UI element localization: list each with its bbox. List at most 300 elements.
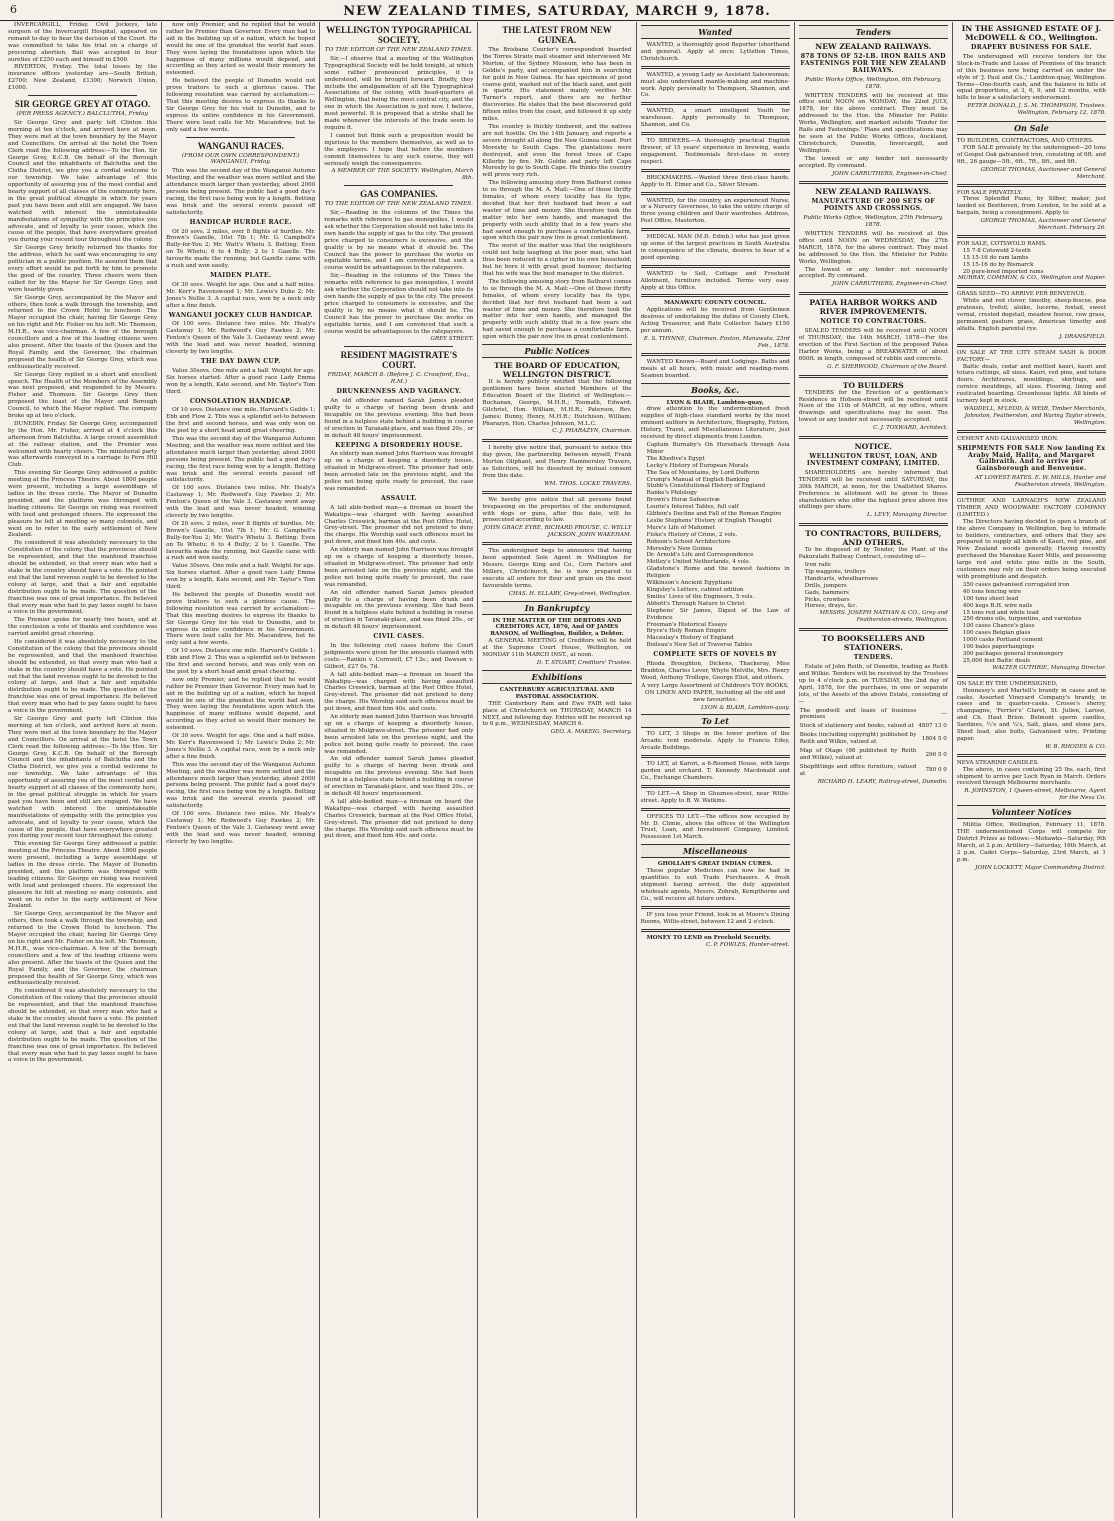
list-item: Smiles' Lives of the Engineers, 5 vols. bbox=[646, 593, 755, 600]
divider bbox=[482, 439, 631, 442]
divider bbox=[641, 132, 790, 135]
article-paragraph: This evening Sir George Grey addressed a public meeting at the Princess Theatre. About 1800 people were present, including a large assemblage of ladies in the dress circle. The Mayor of Dunedin presided, and the platform was thronged with leading citizens. Sir George on rising was received with loud and prolonged cheers. He expressed the pleasure he felt at meeting so many colonists, and went on to refer to the early settlement of New Zealand. bbox=[8, 470, 158, 539]
ad-title: FOR SALE, COTSWOLD RAMS. bbox=[956, 240, 1047, 247]
column-5 bbox=[636, 22, 794, 1518]
race-result: Of 10 sovs. Distance one mile. Harvard's Guilds 1; Ebb and Flow 2. This was a splendid set-to between the first and second horses, and was only won on the post by a short head amid great cheering. bbox=[166, 648, 316, 675]
race-result: Of 30 sovs. Weight for age. One and a half miles. Mr. Kerr's Ravenswood 1; Mr. Lewis's Duke 2; Mr. Jones's Nellie 3. A capital race, won by a neck only after a fine finish. bbox=[166, 733, 316, 760]
section-header-on-sale: On Sale bbox=[957, 121, 1106, 135]
tender-body: WRITTEN TENDERS will be received at this office until NOON on WEDNESDAY, the 27th MARCH, 1878, for the above contract. They must be addressed to the Hon. the Minister for Public Works, Wellington. bbox=[798, 231, 948, 265]
list-item: 15 7-8 Cotswold 2-teeth bbox=[962, 247, 1031, 254]
article-paragraph: Sir George Grey and party left Clinton this morning at ten o'clock, and arrived here at noon. They were met at the town boundary by the Mayor and Councillors. On arrival at the hotel the Town Clerk read the following address:—To the Hon. Sir George Grey, K.C.B. On behalf of the Borough Council and the inhabitants of Balclutha and the Clutha District, we give you a cordial welcome to our township. We take advantage of this opportunity of assuring you of the most cordial and hearty support of all classes of the community here, in the great political struggle in which for years past you have been and still are engaged. We have watched with interest the unmistakeable manifestations of sympathy with the principles you advocate, and of loyalty to your cause, which the cause of the people, that have everywhere greeted you during your recent tour throughout the colony. bbox=[8, 716, 158, 840]
tender-signature: L. LEVY, Managing Director. bbox=[867, 512, 948, 519]
book-ad-body: A very Large Assortment of Children's TOY BOOKS, ON LINEN AND PAPER, Including all the old and new favourites. bbox=[641, 682, 789, 703]
list-item: 20 pure-bred imported rams bbox=[962, 268, 1044, 275]
notice-body: I hereby give notice that, pursuant to notice this day given, the partnership between myself, Frank Morton Oliphant, and Henry Hammersley Travers, as Solicitors, will be dissolved by mutual consent from this date. bbox=[482, 445, 632, 479]
misc-ad: IF you lose your Friend, look in at Moore's Dining Rooms, Willis-street, between 12 and 2 o'clock. bbox=[640, 911, 790, 925]
list-item: Lecky's History of European Morals bbox=[646, 462, 749, 469]
list-item: Gibbon's Decline and Fall of the Roman Empire bbox=[646, 511, 782, 518]
section-header-wanted: Wanted bbox=[641, 25, 790, 39]
ad-title: ON SALE AT THE CITY STEAM SASH & DOOR FACTORY— bbox=[956, 349, 1106, 363]
article-paragraph: Sir George Grey, accompanied by the Mayor and others, then took a walk through the township, and returned to the Crown Hotel to luncheon. The Mayor occupied the chair, having Sir George Grey on his right and Mr. Fisher on his left. Mr. Thomson, M.H.R., was vice-chairman. A few of the borough councillors and a few of the leading citizens were also present. After the toasts of the Queen and the Royal Family, and the Governor, the chairman proposed the health of Sir George Grey, which was enthusiastically received. bbox=[8, 294, 158, 370]
tender-signature: JOHN CARRUTHERS, Engineer-in-Chief. bbox=[832, 170, 948, 177]
to-let-ad: TO LET.—A Shop in Ghuznee-street, near Willis-street. Apply to B. W. Watkins. bbox=[640, 790, 790, 804]
council-title: MANAWATU COUNTY COUNCIL. bbox=[663, 300, 767, 307]
bookseller-name: LYON & BLAIR, Lambton-quay, bbox=[666, 399, 764, 406]
list-item: Dr. Arnold's Life and Correspondence bbox=[646, 552, 754, 559]
tender-body: The lowest or any tender not necessarily accepted. By command. bbox=[798, 266, 948, 280]
divider bbox=[957, 754, 1106, 757]
case-report: An elderly man named John Harrison was brought up on a charge of keeping a disorderly house, situated in Mulgrave-street. The prisoner had only been arrested late on the previous night, and the police not being quite ready to proceed, the case was remanded. bbox=[324, 714, 474, 755]
tender-body: The lowest or any tender not necessarily accepted. By command. bbox=[798, 155, 948, 169]
ad-signature: AT LOWEST RATES. E. W. MILLS, Hunter and Featherston streets, Wellington. bbox=[975, 475, 1106, 489]
tender-body: TENDERS for the Erection of a gentleman's Residence in Hobson-street will be received until Noon of the 11th of MARCH, at my office, where drawings and specifications may be seen. The lowest or any tender not necessarily accepted. bbox=[798, 389, 948, 424]
ad-title: GRASS SEED—TO ARRIVE PER BENVENUE. bbox=[956, 291, 1087, 298]
article-paragraph: now only Premier, and he replied that he would rather be Premier than Governor. Every man had to aid in the building up of a nation, which he hoped would be one of the grandest the world had seen. They were laying the foundations upon which the happiness of many millions would depend, and according as they acted so would their memory be esteemed. bbox=[166, 676, 316, 732]
ad-title: ON SALE BY THE UNDERSIGNED, bbox=[956, 680, 1058, 687]
ad-title: GHOLLAH'S GREAT INDIAN CURES. bbox=[657, 861, 773, 868]
news-invercargill: INVERCARGILL, Friday. Civil Jockeys, late surgeon of the Invercargill Hospital, appeared on remand to-day to hear the decision of the Court. He was committed to take his trial on a charge of procuring abortion. Bail was accepted in four sureties of £250 each and himself in £500. bbox=[8, 22, 158, 63]
list-item: 15 15-16 do by Bismarck bbox=[962, 261, 1034, 268]
divider bbox=[957, 184, 1106, 187]
divider bbox=[957, 675, 1106, 678]
article-paragraph: The worst of the matter was that the neighbours could not help laughing at the poor man, who had thus been reduced to a cipher in his own household; but he bore it with great good humour, declaring that his wife was the best manager in the district. bbox=[482, 243, 632, 277]
stock-value: 780 0 0 bbox=[925, 767, 947, 774]
list-item: Gads, hammers bbox=[804, 589, 849, 596]
ad-body: Militia Office, Wellington, February 11, 1878. THE undermentioned Corps will compete for District Prizes as follows:—Mohawks—Saturday, 9th March, at 2 p.m. Artillery—Saturday, 16th March, at 2 p.m. Cadet Corps—Saturday, 23rd March, at 1 p.m. bbox=[956, 822, 1106, 863]
ad-signature: JOHN LOCKETT, Major Commanding District. bbox=[975, 864, 1106, 871]
ad-signature: GEORGE THOMAS, Auctioneer and General Merchant. February 26. bbox=[980, 218, 1106, 232]
article-paragraph: Sir George Grey briefly returned his thanks for the address, which he said was encouraging to any politician in a public position. He assured them that every effort would be put forth by him to promote the good of the country. Three cheers were then called for by the Mayor for Sir George Grey, and were heartily given. bbox=[8, 245, 158, 293]
masthead bbox=[0, 0, 1114, 21]
ad-body: The above, in cases containing 25 lbs. each, first shipment to arrive per Loch Ryan in March. Orders received through Melbourne merchants. bbox=[956, 766, 1106, 787]
section-header-to-let: To Let bbox=[641, 714, 790, 728]
notice-signature: WM. THOS. LOCKE TRAVERS. bbox=[544, 480, 632, 487]
tender-signature: C. J. TOXWARD, Architect. bbox=[873, 425, 948, 432]
letter-signature: A MEMBER OF THE SOCIETY. Wellington, March 8th. bbox=[331, 168, 474, 182]
notice-signature: E. S. THYNNE, Chairman. Foxton, Manawatu, 23rd Feb., 1878. bbox=[643, 336, 790, 349]
section-header-public-notices: Public Notices bbox=[482, 344, 631, 358]
list-item: Picks, crowbars bbox=[804, 596, 850, 603]
stock-item: Map of Otago (98 published by Reith and Wilkie), valued at bbox=[799, 748, 917, 761]
list-item: Kingsley's Letters, cabinet edition bbox=[646, 587, 744, 593]
divider bbox=[641, 294, 790, 297]
to-let-ad: TO LET, at Karori, a 6-Roomed House, with large garden and orchard. T. Kennedy Macdonald and Co., Exchange Chambers. bbox=[640, 761, 790, 781]
tender-subtitle: 878 TONS OF 52-LB. IRON RAILS AND FASTENINGS FOR THE NEW ZEALAND RAILWAYS. bbox=[800, 53, 947, 74]
list-item: The Sea of Mountains, by Lord Dufferin bbox=[646, 469, 760, 476]
column-4 bbox=[477, 22, 635, 1518]
stock-item: Books (including copyright) published by Reith and Wilkie, valued at bbox=[799, 732, 917, 746]
newspaper-title: NEW ZEALAND TIMES, SATURDAY, MARCH 9, 1878. bbox=[343, 4, 771, 19]
wanted-ad: WANTED to Sell, Cottage and Freehold Allotment, furniture included. Terms very easy. Apply at this Office. bbox=[640, 270, 790, 291]
case-report: A tall able-bodied man—a fireman on board the Wakatipu—was charged with having assaulted Charles Creswick, barman at the Post Office Hotel, Grey-street. The prisoner did not pretend to deny the charge. His Worship said such offences must be put down, and fined him 40s. and costs. bbox=[324, 798, 474, 840]
stock-value: 1804 5 0 bbox=[921, 735, 947, 742]
race-heading: THE DAY DAWN CUP. bbox=[200, 357, 281, 365]
section-header-bankruptcy: In Bankruptcy bbox=[482, 601, 631, 615]
tender-signature: MESSRS. JOSEPH NATHAN & CO., Grey and Featherston-streets, Wellington. bbox=[819, 610, 948, 624]
tender-body: SEALED TENDERS will be received until NOON of THURSDAY, the 14th MARCH, 1878—For the erection of the First Section of the proposed Patea Harbor Works, being a BREAKWATER of about 600ft. in length, composed of rubble and concrete. bbox=[798, 328, 948, 362]
list-item: Boileau's New Set of Traverse Tables bbox=[646, 642, 753, 649]
tender-rails bbox=[799, 42, 948, 177]
book-ad-body: Rhoda Broughton, Dickens, Thackeray, Miss Braddon, Charles Lever, Whyte Melville, Mrs. Henry Wood, Anthony Trollope, George Eliot, and others. bbox=[640, 661, 790, 681]
case-heading: ASSAULT. bbox=[380, 494, 417, 502]
list-item: 100 cases Chance's glass bbox=[962, 623, 1035, 630]
list-item: Robson's School Architecture bbox=[646, 538, 731, 545]
tender-signature: JOHN CARRUTHERS, Engineer-in-Chief. bbox=[832, 281, 948, 288]
article-paragraph: Sir George Grey replied in a short and excellent speech. The Health of the Members of the Assembly was next proposed, and responded to by Messrs. Fisher and Thomson. Sir George Grey then proposed the toast of the Mayor and Borough Council, to which the Mayor replied. The company broke up at two o'clock. bbox=[8, 371, 158, 420]
letter-signature: GREY STREET. bbox=[430, 336, 474, 343]
divider bbox=[641, 66, 790, 69]
stock-table bbox=[799, 707, 948, 779]
notice-signature: CHAS. H. ELLABY, Grey-street, Wellington. bbox=[508, 590, 632, 597]
stock-value: 4807 13 0 bbox=[918, 723, 947, 730]
wanted-ad: Applications will be received from Gentlemen desirous of undertaking the duties of County Clerk, Acting Treasurer, and Rate Collector. Salary £150 per annum. bbox=[640, 307, 790, 335]
race-result: Value 30sovs. One mile and a half. Weight for age. Six horses started. After a good race Lady Emma won by a length, Kate second, and Mr. Taylor's Tom third. bbox=[166, 367, 316, 395]
divider bbox=[799, 292, 948, 295]
exhibition-title: CANTERBURY AGRICULTURAL AND PASTORAL ASSOCIATION. bbox=[499, 686, 615, 700]
stock-item: The goodwill and lease of business premises bbox=[799, 707, 917, 721]
divider bbox=[957, 235, 1106, 238]
list-item: Ranke's Philology bbox=[646, 490, 697, 497]
tender-title: TO CONTRACTORS, BUILDERS, AND OTHERS. bbox=[805, 529, 942, 548]
headline-wanganui-races: WANGANUI RACES. bbox=[197, 140, 284, 151]
notice-body: We hereby give notice that all persons found trespassing on the properties of the undersigned, with dogs or guns, after this date, will be prosecuted according to law. bbox=[482, 496, 632, 524]
divider bbox=[957, 430, 1106, 433]
ad-body: Baltic deals, cedar and mottled kauri, kauri and totara cuttings, all sizes. Kauri, red pine, and totara doors. Architraves, mouldings, skirtings, and cornice mouldings, all sizes. Flooring, lining and rusticated boarding. Greenhouse lights. All kinds of turnery kept in stock. bbox=[956, 363, 1106, 405]
notice-title: THE BOARD OF EDUCATION, WELLINGTON DISTRICT. bbox=[494, 361, 620, 380]
notice-trust-loan bbox=[799, 442, 948, 519]
list-item: Stubb's Constitutional History of England bbox=[646, 483, 766, 490]
headline-magistrates-court: RESIDENT MAGISTRATE'S COURT. bbox=[340, 350, 458, 371]
article-paragraph: He considered it was absolutely necessary to the Constitution of the colony that the provinces should be represented, and that the manhood franchise should be extended, so that every man who had a stake in the country should have a vote. He pointed out that the land revenue ought to be devoted to the colony at large, and that a fair and equitable distribution ought to be made. The question of the franchise was one of great importance. He believed that every man who had to pay taxes ought to have a voice in the government. bbox=[8, 540, 158, 616]
divider bbox=[641, 906, 790, 909]
page-number: 6 bbox=[10, 3, 17, 16]
letter-address: TO THE EDITOR OF THE NEW ZEALAND TIMES. bbox=[324, 201, 473, 208]
divider bbox=[641, 353, 790, 356]
stock-value: 296 5 0 bbox=[925, 751, 947, 758]
case-report: An old offender named Sarah James pleaded guilty to a charge of having been drunk and incapable on the previous evening. She had been found in a helpless state behind a building in course of erection in Taranaki-place, and was fined 20s., or in default 48 hours' imprisonment. bbox=[324, 398, 474, 439]
race-heading: CONSOLATION HANDICAP. bbox=[189, 397, 292, 405]
article-paragraph: This was the second day of the Wanganui Autumn Meeting, and the weather was more settled and the attendance much larger than yesterday, about 2000 persons being present. The public had a good day's racing, the first race being won by a length. Betting was brisk and the several events passed off satisfactorily. bbox=[166, 761, 316, 810]
rams-list bbox=[957, 248, 1106, 276]
article-paragraph: DUNEDIN, Friday. Sir George Grey, accompanied by the Hon. Mr. Fisher, arrived at 4 o'clock this afternoon from Balclutha. A large crowd assembled at the railway station, and the Premier was welcomed with hearty cheers. The ministerial party was afterwards conveyed in a carriage to Fern Hill Club. bbox=[8, 420, 158, 469]
divider bbox=[344, 185, 453, 186]
race-result: Of 20 sovs. 2 miles, over 8 flights of hurdles. Mr. Brown's Gazelle, 10st 7lb 1; Mr. G. Campbell's Bully-for-You 2; Mr. Watt's Whetu 3. Betting: Even on Te Whetu; 6 to 4 Bully; 2 to 1 Gazelle. The favourite made the running, but Gazelle came with a rush and won easily. bbox=[166, 520, 316, 562]
race-heading: MAIDEN PLATE. bbox=[210, 272, 272, 279]
case-report: An elderly man named John Harrison was brought up on a charge of keeping a disorderly house, situated in Mulgrave-street. The prisoner had only been arrested late on the previous night, and the police not being quite ready to proceed, the case was remanded. bbox=[324, 451, 474, 492]
headline-grey-otago: SIR GEORGE GREY AT OTAGO. bbox=[14, 99, 151, 110]
race-result: Of 100 sovs. Distance two miles. Mr. Healy's Castaway 1; Mr. Redwood's Guy Fawkes 2; Mr. Fenton's Queen of the Vale 3. Castaway went away with the lead and was never headed, winning cleverly by two lengths. bbox=[166, 811, 316, 845]
ad-signature: W. B. RHODES & CO. bbox=[1045, 743, 1106, 750]
court-dateline: FRIDAY, MARCH 8. (Before J. C. Crawford, Esq., R.M.) bbox=[327, 372, 471, 386]
wanted-ad: WANTED, for the country, an experienced Nurse, or a Nursery Governess, to take the entire charge of three young children and their wardrobes. Address, Post Office, Masterton. bbox=[640, 197, 790, 225]
wanted-ad: MEDICAL MAN (M.D. Edinb.) who has just given up some of the largest practices in South Australia in consequence of the climate, desires to hear of a good opening. bbox=[640, 234, 790, 261]
list-item: Iron rails bbox=[804, 562, 831, 569]
column-2 bbox=[161, 22, 319, 1518]
letter-address: TO THE EDITOR OF THE NEW ZEALAND TIMES. bbox=[324, 47, 473, 53]
column-1 bbox=[4, 22, 161, 1518]
divider bbox=[799, 181, 948, 184]
divider bbox=[957, 492, 1106, 495]
divider bbox=[957, 285, 1106, 288]
divider bbox=[641, 192, 790, 195]
tender-title: NEW ZEALAND RAILWAYS. bbox=[815, 187, 932, 197]
divider bbox=[641, 102, 790, 105]
ad-signature: C. P. FOWLES, Hunter-street. bbox=[706, 942, 790, 949]
ad-title: NEVA STEARINE CANDLES. bbox=[956, 759, 1040, 766]
case-report: A tall able-bodied man—a fireman on board the Wakatipu—was charged with having assaulted Charles Creswick, barman at the Post Office Hotel, Grey-street. The prisoner did not pretend to deny the charge. His Worship said such offences must be put down, and fined him 40s. and costs. bbox=[324, 671, 474, 713]
article-paragraph: The following amusing story from Bathurst comes to us through the M. A. Mail:—One of those thrifty females, of whom every locality has its type, decided that her first husband had been a sad waster of time and money. She therefore took the matter into her own hands, and managed the property with such ability that in a few years she had saved enough to purchase a comfortable farm, upon which the pair now live in great contentment. bbox=[482, 278, 632, 341]
race-result: Value 30sovs. One mile and a half. Weight for age. Six horses started. After a good race Lady Emma won by a length, Kate second, and Mr. Taylor's Tom third. bbox=[166, 563, 316, 591]
divider bbox=[641, 265, 790, 268]
table-row bbox=[799, 722, 948, 731]
list-item: 40 tons fencing wire bbox=[962, 588, 1022, 595]
list-item: Wilkinson's Ancient Egyptians bbox=[646, 580, 733, 587]
article-paragraph: The following amusing story from Bathurst comes to us through the M. A. Mail:—One of those thrifty females, of whom every locality has its type, decided that her first husband had been a sad waster of time and money. She therefore took the matter into her own hands, and managed the property with such ability that in a few years she had saved enough to purchase a comfortable farm, upon which the pair now live in great contentment. bbox=[482, 180, 632, 242]
list-item: 15 tons red and white lead bbox=[962, 609, 1039, 616]
tender-points bbox=[799, 187, 948, 288]
notice-board-of-education bbox=[482, 361, 631, 435]
list-item: Leslie Stephens' History of English Thought bbox=[646, 517, 772, 524]
letter-paragraph: Sir,—I observe that a meeting of the Wellington Typographical Society will be held tonight, at which some rather pronounced principles, it is understood, will be brought forward. Briefly, they include the amalgamation of all the Typographical Associations of the colony, with head-quarters at Wellington, that being the most central city, and the one in which the Association is just now, I believe, most powerful. It is proposed that a strike shall be made whenever the interests of the trade seem to require it. bbox=[324, 55, 474, 131]
letter-paragraph: Sir,—Reading in the columns of the Times the remarks with reference to gas monopolies, I would ask whether the Corporation should not take into its own hands the supply of gas to the city. The present price charged to consumers is excessive, and the quality is by no means what it should be. The Council has the power to purchase the works on equitable terms, and I am convinced that such a course would be advantageous to the ratepayers. bbox=[324, 273, 474, 335]
ad-body: The Directors having decided to open a branch of the above Company in Wellington, beg to intimate to builders, contractors, and others that they are prepared to supply all kinds of Kauri, red pine, and New Zealand woods generally. Having recently purchased the Manukau Kauri Mills, and possessing large red and white pine mills in the South, customers may rely on their orders being executed with promptitude and despatch. bbox=[956, 518, 1106, 580]
plant-list bbox=[799, 562, 948, 610]
list-item: Lourie's Interest Tables, full calf bbox=[646, 504, 739, 511]
list-item: Drills, jumpers bbox=[804, 582, 847, 589]
list-item: 400 kegs B.H. wire nails bbox=[962, 602, 1033, 609]
table-row bbox=[799, 763, 948, 779]
race-result: Of 10 sovs. Distance one mile. Harvard's Guilds 1; Ebb and Flow 2. This was a splendid set-to between the first and second horses, and was only won on the post by a short head amid great cheering. bbox=[166, 407, 316, 435]
stock-item: Stock of stationery and books, valued at bbox=[799, 723, 914, 730]
novels-heading: COMPLETE SETS OF NOVELS BY bbox=[653, 651, 777, 659]
section-header-exhibitions: Exhibitions bbox=[482, 670, 631, 684]
bookseller-signature: LYON & BLAIR, Lambton-quay. bbox=[701, 704, 790, 711]
list-item: 350 cases galvanised corrugated iron bbox=[962, 581, 1070, 588]
notice-signature: JOHN GRACE EYRE, RICHARD PROUSE, C. WELLY JACKSON, JOHN WAKEHAM. bbox=[483, 525, 632, 539]
news-riverton: RIVERTON, Friday. The total losses by the insurance offices yesterday are—South British, £2700; New Zealand, £1300; Norwich Union, £1000. bbox=[8, 64, 158, 92]
article-paragraph: The country is thickly timbered, and the natives are not hostile. On the 14th January, and reports a severe drought all along the New Guinea coast. Port Moresby to South Cape. The plantations were destroyed, and even the forest trees of Cape Killerby by fire. Mr. Goldie and party left Cape Moresby to go to South Cape. He thinks the country will prove very rich. bbox=[482, 123, 632, 179]
race-heading: HANDICAP HURDLE RACE. bbox=[189, 218, 292, 226]
race-result: Of 100 sovs. Distance two miles. Mr. Healy's Castaway 1; Mr. Redwood's Guy Fawkes 2; Mr. Fenton's Queen of the Vale 3. Castaway went away with the lead and was never headed, winning cleverly by two lengths. bbox=[166, 485, 316, 519]
article-paragraph: He considered it was absolutely necessary to the Constitution of the colony that the provinces should be represented, and that the manhood franchise should be extended, so that every man who had a stake in the country should have a vote. He pointed out that the land revenue ought to be devoted to the colony at large, and that a fair and equitable distribution ought to be made. The question of the franchise was one of great importance. He believed that every man who had to pay taxes ought to have a voice in the government. bbox=[8, 639, 158, 715]
race-result: Of 30 sovs. Weight for age. One and a half miles. Mr. Kerr's Ravenswood 1; Mr. Lewis's Duke 2; Mr. Jones's Nellie 3. A capital race, won by a neck only after a fine finish. bbox=[166, 281, 316, 309]
article-paragraph: He believed the people of Dunedin would not prove traitors to such a glorious cause. The following resolution was carried by acclamation:—That this meeting desires to express its thanks to Sir George Grey for his visit to Dunedin, and to express its entire confidence in his Government. There were loud calls for Mr. Macandrew, but he only said a few words. bbox=[166, 78, 316, 133]
list-item: Abbott's Through Nature to Christ bbox=[646, 600, 745, 607]
wanted-ad: WANTED Known—Board and Lodgings. Baths and meals at all hours, with music and reading-room. Seamen boarded. bbox=[640, 358, 790, 379]
ad-signature: MURRAY, COMMON, & CO., Wellington and Napier. bbox=[957, 275, 1106, 282]
divider bbox=[641, 755, 790, 758]
ad-signature: R. JOHNSTON, 1 Queen-street, Melbourne, Agent for the Neva Co. bbox=[964, 788, 1106, 802]
tender-body: WRITTEN TENDERS will be received at this office until NOON on MONDAY, the 22nd JULY, 1878, for the above contract. They must be addressed to the Hon. the Minister for Public Works, Wellington, and marked outside 'Tender for Rails and Fastenings.' Plans and specifications may be seen at the Public Works Offices, Auckland, Christchurch, Dunedin, Invercargill, and Wellington. bbox=[798, 92, 948, 154]
tender-body: SHAREHOLDERS are hereby informed that TENDERS will be received until SATURDAY, the 30th MARCH, at noon, for the Unallotted Shares. Preference in allotment will be given to those shareholders who offer the highest price above five shillings per share. bbox=[798, 469, 948, 511]
list-item: 100 cases Belgian glass bbox=[962, 630, 1031, 637]
divider bbox=[641, 929, 790, 932]
dateline: (FROM OUR OWN CORRESPONDENT.) WANGANUI, Friday. bbox=[181, 152, 300, 166]
article-paragraph: Sir George Grey and party left Clinton this morning at ten o'clock, and arrived here at noon. They were met at the town boundary by the Mayor and Councillors. On arrival at the hotel the Town Clerk read the following address:—To the Hon. Sir George Grey, K.C.B. On behalf of the Borough Council and the inhabitants of Balclutha and the Clutha District, we give you a cordial welcome to our township. We take advantage of this opportunity of assuring you of the most cordial and hearty support of all classes of the community here, in the great political struggle in which for years past you have been and still are engaged. We have watched with interest the unmistakeable manifestations of sympathy with the principles you advocate, and of loyalty to your cause, which the cause of the people, that have everywhere greeted you during your recent tour throughout the colony. bbox=[8, 119, 158, 244]
list-item: Brown's Horæ Subsecivæ bbox=[646, 497, 720, 504]
divider bbox=[482, 542, 631, 545]
tender-dateline: Public Works Office, Wellington, 6th February, 1878. bbox=[805, 76, 942, 90]
notice-signature: GEO. A. MAKEIG, Secretary. bbox=[550, 729, 632, 736]
case-heading: CIVIL CASES. bbox=[373, 633, 425, 641]
goods-list bbox=[957, 582, 1106, 665]
letter-paragraph: Sir,—Reading in the columns of the Times the remarks with reference to gas monopolies, I would ask whether the Corporation should not take into its own hands the supply of gas to the city. The present price charged to consumers is excessive, and the quality is by no means what it should be. The Council has the power to purchase the works on equitable terms, and I am convinced that such a course would be advantageous to the ratepayers. bbox=[324, 210, 474, 272]
ad-signature: WALTER GUTHRIE, Managing Director. bbox=[992, 664, 1106, 671]
assigned-estate-ad bbox=[957, 24, 1106, 117]
misc-ad: These popular Medicines can now be had in quantities to suit Trade Purchasers. A fresh shipment having arrived, the duly appointed wholesale agents, Messrs. Zohrab, Kempthorne and Co., will receive all future orders. bbox=[640, 868, 790, 902]
misc-ad: MONEY TO LEND on Freehold Security. bbox=[646, 934, 771, 941]
tender-title: PATEA HARBOR WORKS AND RIVER IMPROVEMENTS. bbox=[809, 298, 938, 317]
stock-value: — bbox=[941, 710, 947, 717]
notice-body: A GENERAL MEETING of Creditors will be held at the Supreme Court House, Wellington, on MONDAY 11th MARCH INST., at noon. bbox=[482, 638, 632, 659]
divider bbox=[641, 808, 790, 811]
ad-title: IN THE ASSIGNED ESTATE OF J. McDOWELL & CO., Wellington. bbox=[961, 24, 1102, 42]
section-header-volunteer-notices: Volunteer Notices bbox=[957, 805, 1106, 819]
list-item: 100 tons sheet lead bbox=[962, 595, 1019, 602]
tender-title: NOTICE. bbox=[854, 442, 892, 452]
list-item: 1000 casks Portland cement bbox=[962, 637, 1044, 644]
notice-signature: C. J. PHARAZYN, Chairman. bbox=[552, 428, 632, 435]
table-row bbox=[799, 707, 948, 723]
divider bbox=[344, 346, 453, 347]
article-paragraph: This was the second day of the Wanganui Autumn Meeting, and the weather was more settled and the attendance much larger than yesterday, about 2000 persons being present. The public had a good day's racing, the first race being won by a length. Betting was brisk and the several events passed off satisfactorily. bbox=[166, 168, 316, 216]
ad-title: FOR SALE PRIVATELY. bbox=[956, 189, 1023, 196]
notice-body: THE Canterbury Ram and Ewe FAIR will take place at Christchurch on THURSDAY, MARCH 14 NEXT, and following day. Entries will be received up to 6 p.m., WEDNESDAY, MARCH 6. bbox=[482, 700, 632, 728]
list-item: The Khedive's Egypt bbox=[646, 455, 705, 462]
ad-body: FOR SALE privately by the undersigned—20 tons of Gospel Oak galvanised iron, consisting of 6ft. and 9ft., 26 gauge—5ft., 6ft., 7ft., 8ft., and 9ft. bbox=[956, 144, 1106, 165]
article-paragraph: The Brisbane Courier's correspondent boarded the Torres Straits mail steamer and interviewed Mr. Morton, of the Sydney Museum, who has been in Goldie's party, and accompanied him in searching for gold in New Guinea. He has specimens of good coarse gold, washed out of the black sand, and gold in quartz. His statement mainly verifies Mr. Turner's report, and there are no further discoveries. He states that the best discovered gold fifteen miles from the coast, and followed it up sixty miles. bbox=[482, 47, 632, 123]
list-item: Fiske's History of Crime, 2 vols. bbox=[646, 531, 738, 538]
ad-signature: J. DRANSFIELD. bbox=[1059, 333, 1106, 340]
race-result: Of 20 sovs. 2 miles, over 8 flights of hurdles. Mr. Brown's Gazelle, 10st 7lb 1; Mr. G. Campbell's Bully-for-You 2; Mr. Watt's Whetu 3. Betting: Even on Te Whetu; 6 to 4 Bully; 2 to 1 Gazelle. The favourite made the running, but Gazelle came with a rush and won easily. bbox=[166, 228, 316, 270]
list-item: Bryce's Holy Roman Empire bbox=[646, 628, 727, 635]
article-paragraph: now only Premier, and he replied that he would rather be Premier than Governor. Every man had to aid in the building up of a nation, which he hoped would be one of the grandest the world had seen. They were laying the foundations upon which the happiness of many millions would depend, and according as they acted so would their memory be esteemed. bbox=[166, 22, 316, 77]
list-item: Stephens' Sir James, Digest of the Law of Evidence bbox=[646, 607, 790, 621]
section-header-miscellaneous: Miscellaneous bbox=[641, 844, 790, 858]
divider bbox=[186, 137, 295, 138]
divider bbox=[641, 785, 790, 788]
divider bbox=[482, 491, 631, 494]
dateline: (PER PRESS AGENCY.) BALCLUTHA, Friday. bbox=[16, 111, 149, 118]
tender-booksellers bbox=[799, 634, 948, 785]
ad-body: Hennessy's and Martell's brandy in cases and in casks. Assorted Vineyard Company's brandy, in cases and in quarter-casks. Crosse's sherry, champagne, 'Ferrier's' Claret, St. Julien, Larose, and Ch. Haut Brion. Belmont sperm candles, Sardines, ½'s and ¼'s, Salt, glass, and stone jars, Sheet lead, also bolts, Galvanised wire, Printing paper. bbox=[956, 687, 1106, 742]
headline-typographical: WELLINGTON TYPOGRAPHICAL SOCIETY. bbox=[326, 25, 472, 45]
notice-body: The undersigned begs to announce that having been appointed Sole Agent in Wellington for Messrs. George King and Co., Corn Factors and Millers, Christchurch, he is now prepared to execute all orders for flour and grain on the most favourable terms. bbox=[482, 548, 632, 589]
case-report: An old offender named Sarah James pleaded guilty to a charge of having been drunk and incapable on the previous evening. She had been found in a helpless state behind a building in course of erection in Taranaki-place, and was fined 20s., or in default 48 hours' imprisonment. bbox=[324, 756, 474, 797]
divider bbox=[641, 169, 790, 172]
list-item: 15 15-16 do ram lambs bbox=[962, 254, 1029, 261]
ad-body: White and red clover, timothy, sheep-fescue, poa pratensis, trefoil, alsike, lucerne, foxtail, sweet vernal, crested dogstail, meadow fescue, cow grass, permanent pasture grass, American timothy and alfalfa. English parental rye. bbox=[956, 298, 1106, 332]
divider bbox=[28, 95, 137, 96]
article-paragraph: Sir George Grey, accompanied by the Mayor and others, then took a walk through the township, and returned to the Crown Hotel to luncheon. The Mayor occupied the chair, having Sir George Grey on his right and Mr. Fisher on his left. Mr. Thomson, M.H.R., was vice-chairman. A few of the borough councillors and a few of the leading citizens were also present. After the toasts of the Queen and the Royal Family, and the Governor, the chairman proposed the health of Sir George Grey, which was enthusiastically received. bbox=[8, 911, 158, 987]
list-item: Handcarts, wheelbarrows bbox=[804, 575, 879, 582]
list-item: Motley's United Netherlands, 4 vols. bbox=[646, 559, 751, 566]
ad-body: Three Splendid Piano, by Silber, maker, just landed ex Beethoven, from London, to be sold at a bargain, being a consignment. Apply to bbox=[956, 196, 1106, 217]
article-paragraph: He believed the people of Dunedin would not prove traitors to such a glorious cause. The following resolution was carried by acclamation:—That this meeting desires to express its thanks to Sir George Grey for his visit to Dunedin, and to express its entire confidence in his Government. There were loud calls for Mr. Macandrew, but he only said a few words. bbox=[166, 591, 316, 647]
headline-new-guinea: THE LATEST FROM NEW GUINEA. bbox=[502, 25, 612, 45]
tender-title: TO BOOKSELLERS AND STATIONERS. bbox=[821, 634, 925, 653]
ad-subtitle: SHIPMENTS FOR SALE Now landing Ex Araby Maid, Halita, and Margaret Galbraith. And to arrive per Gainsborough and Benvenue. bbox=[957, 444, 1106, 473]
case-heading: DRUNKENNESS AND VAGRANCY. bbox=[336, 388, 462, 396]
case-report: An old offender named Sarah James pleaded guilty to a charge of having been drunk and incapable on the previous evening. She had been found in a helpless state behind a building in course of erection in Taranaki-place, and was fined 20s., or in default 48 hours' imprisonment. bbox=[324, 589, 474, 631]
list-item: 25,000 feet Baltic deals bbox=[962, 657, 1030, 664]
article-paragraph: This evening Sir George Grey addressed a public meeting at the Princess Theatre. About 1800 people were present, including a large assemblage of ladies in the dress circle. The Mayor of Dunedin presided, and the platform was thronged with leading citizens. Sir George on rising was received with loud and prolonged cheers. He expressed the pleasure he felt at meeting so many colonists, and went on to refer to the early settlement of New Zealand. bbox=[8, 841, 158, 910]
ad-subtitle: DRAPERY BUSINESS FOR SALE. bbox=[970, 44, 1092, 51]
ad-signature: GEORGE THOMAS, Auctioneer and General Merchant. bbox=[980, 166, 1106, 180]
divider bbox=[799, 628, 948, 631]
page-columns bbox=[4, 22, 1110, 1518]
list-item: Gladstone's Rome and the newest fashions in Religion bbox=[646, 566, 790, 580]
ad-body: The undersigned will receive tenders for the Stock-in-Trade and Lease of Premises of the branch of this business now being carried on under the style of 'J. Paul and Co.,' Lambton-quay, Wellington. Terms—One-fourth cash, and the balance in bills of equal proportions, at 3, 6, 9, and 12 months, with bills to bear a satisfactory endorsement. bbox=[956, 53, 1106, 102]
divider bbox=[799, 375, 948, 378]
wanted-ad: TO BREWERS.—A thoroughly practical English Brewer, of 15 years' experience in brewing, wants engagement. Testimonials first-class in every respect. bbox=[640, 138, 790, 165]
table-row bbox=[799, 747, 948, 763]
tender-subtitle: WELLINGTON TRUST, LOAN, AND INVESTMENT COMPANY, LIMITED. bbox=[806, 453, 940, 467]
column-7 bbox=[952, 22, 1110, 1518]
list-item: 300 packages general ironmongery bbox=[962, 650, 1064, 657]
tender-dateline: Public Works Office, Wellington, 27th February, 1878. bbox=[803, 215, 944, 229]
wanted-ad: WANTED, a smart intelligent Youth for warehouse. Apply personally to Thompson, Shannon, and Co. bbox=[640, 108, 790, 129]
article-paragraph: The Premier spoke for nearly two hours, and at the conclusion a vote of thanks and confidence was carried amidst great cheering. bbox=[8, 617, 158, 638]
list-item: 100 bales paperhangings bbox=[962, 644, 1035, 651]
letter-paragraph: I cannot but think such a proposition would be injurious to the members themselves, as well as to the employers. I hope that before the members commit themselves to any such course, they will seriously weigh the consequences. bbox=[324, 132, 474, 167]
book-list bbox=[641, 442, 790, 649]
list-item: Moresby's New Guinea bbox=[646, 545, 713, 552]
divider bbox=[799, 523, 948, 526]
wanted-ad: WANTED, a thoroughly good Reporter (shorthand and general). Apply at once; Lyttelton Times, Christchurch. bbox=[640, 42, 790, 62]
list-item: Mure's Life of Mahomet bbox=[646, 524, 715, 531]
wanted-ad: BRICKMAKERS.—Wanted three first-class hands. Apply to H. Elmer and Co., Silver Stream. bbox=[640, 174, 790, 188]
column-6 bbox=[794, 22, 952, 1518]
ad-title: TO BUILDERS, CONTRACTORS, AND OTHERS. bbox=[956, 138, 1094, 145]
divider bbox=[641, 228, 790, 231]
tender-subtitle: NOTICE TO CONTRACTORS. bbox=[820, 318, 927, 326]
ad-signature: PETER DONALD, J. S. M. THOMPSON, Trustees. Wellington, February 12, 1878. bbox=[967, 103, 1106, 117]
notice-body: It is hereby publicly notified that the following gentlemen have been elected Members of the Education Board of the District of Wellington:—Buchanan, George, M.H.R.; Toomath, Edward; Gilchrist, Hon. William, M.H.R.; Paterson, Rev. James; Bunny, Henry, M.H.R.; Hutchison, William; Pharazyn, Hon. Charles Johnson, M.L.C. bbox=[482, 379, 632, 427]
tender-subtitle: MANUFACTURE OF 200 SETS OF POINTS AND CROSSINGS. bbox=[811, 198, 936, 213]
notice-signature: D. T. STUART, Creditors' Trustee. bbox=[536, 659, 632, 666]
ad-title: CEMENT AND GALVANISED IRON. bbox=[956, 435, 1059, 442]
tender-signature: G. F. SHERWOOD, Chairman of the Board. bbox=[827, 363, 948, 370]
race-heading: WANGANUI JOCKEY CLUB HANDICAP. bbox=[168, 311, 313, 319]
list-item: Freeman's Historical Essays bbox=[646, 621, 728, 628]
list-item: Crump's Manual of English Banking bbox=[646, 476, 750, 483]
headline-gas-companies: GAS COMPANIES. bbox=[360, 189, 438, 200]
stock-item: Shopfittings and office furniture, valued at bbox=[799, 763, 917, 777]
ad-title: GUTHRIE AND LARNACH'S NEW ZEALAND TIMBER AND WOODWARE FACTORY COMPANY (LIMITED.) bbox=[956, 498, 1106, 518]
wanted-ad: WANTED, a young Lady as Assistant Saleswoman; must also understand mantle-making and machine-work. Apply personally to Thompson, Shannon, and Co. bbox=[640, 71, 790, 99]
tender-builders bbox=[799, 381, 948, 432]
book-ad-intro: draw attention to the undermentioned fresh supplies of high-class standard works by the most eminent authors in Architecture, Biography, Fiction, History, Travel, and Miscellaneous Literature, just received by direct shipments from London. bbox=[640, 406, 790, 441]
list-item: Tip waggons, trolleys bbox=[804, 568, 866, 575]
tender-signature: RICHARD H. LEARY, Rattray-street, Dunedin. bbox=[817, 778, 948, 785]
race-result: Of 100 sovs. Distance two miles. Mr. Healy's Castaway 1; Mr. Redwood's Guy Fawkes 2; Mr. Fenton's Queen of the Vale 3. Castaway went away with the lead and was never headed, winning cleverly by two lengths. bbox=[166, 321, 316, 356]
case-report: In the following civil cases before the Court judgments were given for the amounts claimed with costs:—Rankin v. Cornwell, £7 13s.; and Dawson v. Gilbert, £27 0s. 7d. bbox=[324, 642, 474, 670]
to-let-ad: TO LET, 3 Shops in the lower portion of the Arcade; rent moderate. Apply to Francis Edey, Arcade Buildings. bbox=[640, 731, 790, 752]
ad-signature: WADDELL, M'LEOD, & WEIR, Timber Merchants, Johnston, Featherston, and Waring Taylor streets, Wellington. bbox=[963, 405, 1106, 426]
tender-title: NEW ZEALAND RAILWAYS. bbox=[815, 42, 932, 51]
list-item: Macaulay's History of England bbox=[646, 635, 734, 642]
list-item: Captain Burnaby's On Horseback through Asia Minor bbox=[646, 441, 790, 455]
case-report: A tall able-bodied man—a fireman on board the Wakatipu—was charged with having assaulted Charles Creswick, barman at the Post Office Hotel, Grey-street. The prisoner did not pretend to deny the charge. His Worship said such offences must be put down, and fined him 40s. and costs. bbox=[324, 504, 474, 546]
column-3 bbox=[319, 22, 477, 1518]
case-heading: KEEPING A DISORDERLY HOUSE. bbox=[335, 441, 463, 449]
bankruptcy-title: IN THE MATTER OF THE DEBTORS AND CREDITORS ACT, 1876, And OF JAMES RANSON, of Wellington, Builder, a Debtor. bbox=[490, 617, 624, 638]
tender-plant bbox=[799, 529, 948, 624]
tender-title: TO BUILDERS bbox=[842, 380, 904, 390]
divider bbox=[799, 436, 948, 439]
case-report: An elderly man named John Harrison was brought up on a charge of keeping a disorderly house, situated in Mulgrave-street. The prisoner had only been arrested late on the previous night, and the police not being quite ready to proceed, the case was remanded. bbox=[324, 547, 474, 588]
